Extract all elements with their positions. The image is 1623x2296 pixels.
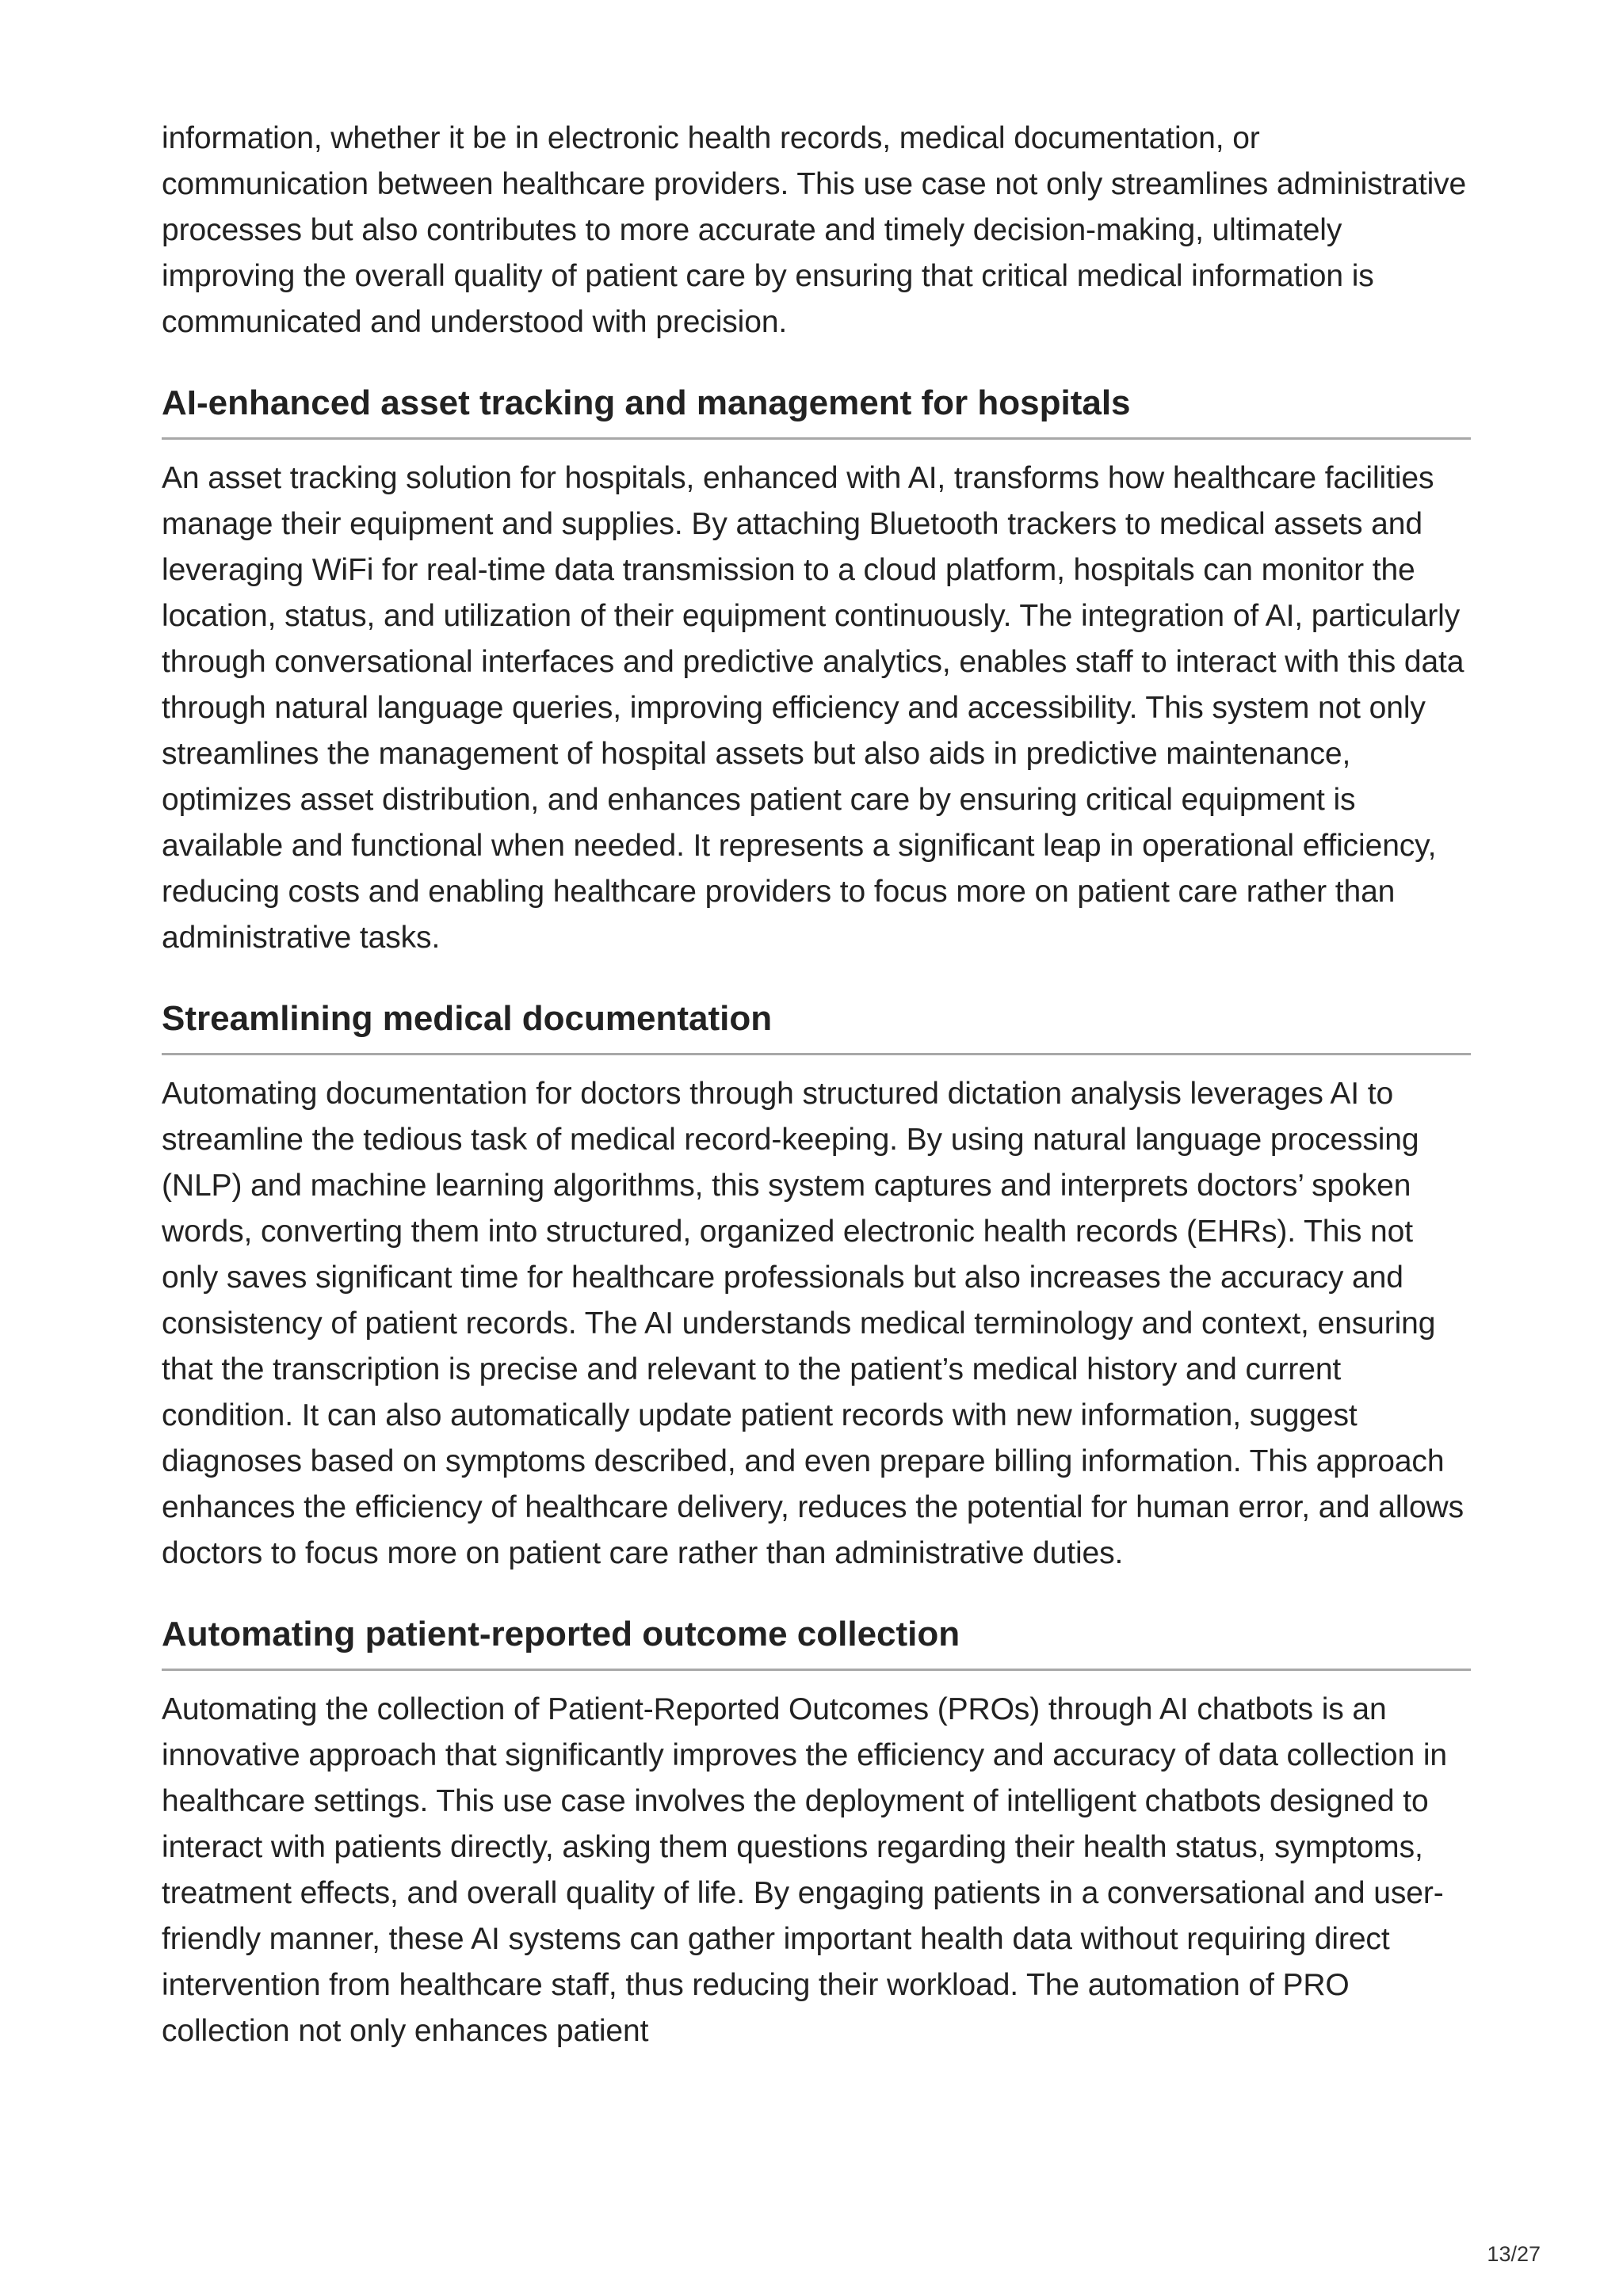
section-asset-tracking	[162, 382, 1471, 961]
section-body: Automating documentation for doctors through structured dictation analysis leverages AI to streamline the tedious task of medical record-keeping. By using natural language processing (NLP) and machine learning algorithms, this system captures and interprets doctors’ spoken words, converting them into structured, organized electronic health records (EHRs). This not only saves significant time for healthcare professionals but also increases the accuracy and consistency of patient records. The AI understands medical terminology and context, ensuring that the transcription is precise and relevant to the patient’s medical history and current condition. It can also automatically update patient records with new information, suggest diagnoses based on symptoms described, and even prepare billing information. This approach enhances the efficiency of healthcare delivery, reduces the potential for human error, and allows doctors to focus more on patient care rather than administrative duties.	[162, 1077, 1465, 1570]
section-heading: Streamlining medical documentation	[162, 997, 1471, 1055]
section-patient-reported-outcomes	[162, 1613, 1471, 2054]
page-number: 13/27	[1487, 2242, 1541, 2266]
section-body: An asset tracking solution for hospitals, enhanced with AI, transforms how healthcare facilities manage their equipment and supplies. By attaching Bluetooth trackers to medical assets and leveraging WiFi for real-time data transmission to a cloud platform, hospitals can monitor the location, status, and utilization of their equipment continuously. The integration of AI, particularly through conversational interfaces and predictive analytics, enables staff to interact with this data through natural language queries, improving efficiency and accessibility. This system not only streamlines the management of hospital assets but also aids in predictive maintenance, optimizes asset distribution, and enhances patient care by ensuring critical equipment is available and functional when needed. It represents a significant leap in operational efficiency, reducing costs and enabling healthcare providers to focus more on patient care rather than administrative tasks.	[162, 461, 1465, 955]
section-heading: Automating patient-reported outcome collection	[162, 1613, 1471, 1671]
intro-paragraph: information, whether it be in electronic health records, medical documentation, or communication between healthcare providers. This use case not only streamlines administrative processes but also contributes to more accurate and timely decision-making, ultimately improving the overall quality of patient care by ensuring that critical medical information is communicated and understood with precision.	[162, 121, 1467, 339]
section-body: Automating the collection of Patient-Reported Outcomes (PROs) through AI chatbots is an innovative approach that significantly improves the efficiency and accuracy of data collection in healthcare settings. This use case involves the deployment of intelligent chatbots designed to interact with patients directly, asking them questions regarding their health status, symptoms, treatment effects, and overall quality of life. By engaging patients in a conversational and user-friendly manner, these AI systems can gather important health data without requiring direct intervention from healthcare staff, thus reducing their workload. The automation of PRO collection not only enhances patient	[162, 1692, 1447, 2048]
section-medical-documentation	[162, 997, 1471, 1577]
document-page	[162, 116, 1471, 2054]
section-heading: AI-enhanced asset tracking and management for hospitals	[162, 382, 1471, 440]
